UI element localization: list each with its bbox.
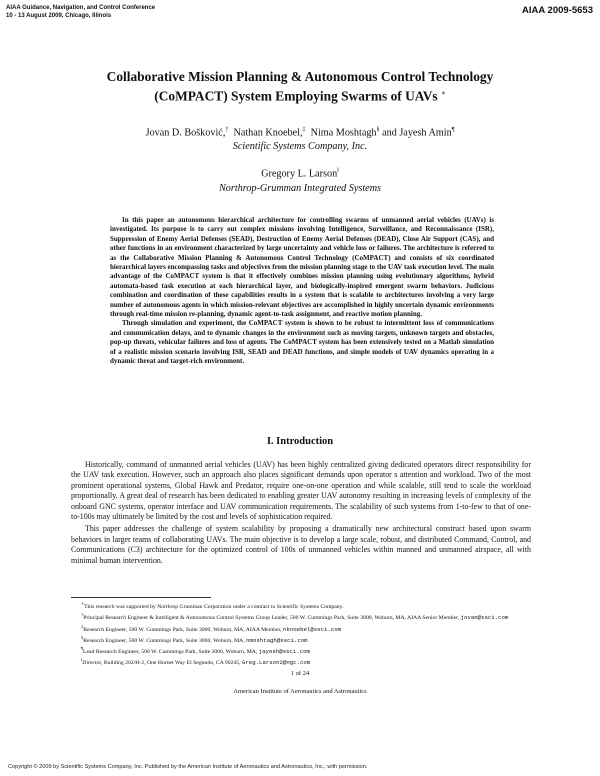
footnote-6: ‖Director, Building 202/H-2, One Hornet Way El Segundo, CA 90245, Greg.Larson2@ngc.com — [81, 657, 311, 667]
society-name: American Institute of Aeronautics and Astronautics — [233, 688, 367, 695]
author-5: Gregory L. Larson‖ — [261, 168, 339, 180]
email-link[interactable]: nknoebel@ssci.com — [283, 625, 342, 633]
page-number: 1 of 24 — [290, 670, 310, 677]
section-heading-introduction: I. Introduction — [266, 436, 334, 447]
conference-header — [6, 5, 155, 20]
author-block — [60, 123, 540, 196]
author-2: Nathan Knoebel, — [233, 127, 303, 139]
footnote-rule — [71, 597, 211, 598]
author-line-1: Jovan D. Bošković,† Nathan Knoebel,‡ Nima Moshtagh§ and Jayesh Amin¶ — [145, 127, 455, 139]
email-link[interactable]: nmoshtagh@ssci.com — [246, 636, 308, 644]
title-footnote-marker: ∗ — [440, 89, 446, 97]
author-1: Jovan D. Bošković, — [145, 127, 226, 139]
abstract — [110, 216, 494, 367]
copyright-notice: Copyright © 2009 by Scientific Systems Company, Inc. Published by the American Institute of Aeronautics and Astronautics, Inc., with permission. — [8, 764, 368, 770]
title-line-2: (CoMPACT) System Employing Swarms of UAVs ∗ — [154, 88, 446, 104]
paper-id: AIAA 2009-5653 — [522, 5, 593, 16]
intro-paragraph-1: Historically, command of unmanned aerial vehicles (UAV) has been highly centralized giving dedicated operators direct responsibility for the UAV task execution. However, such an approach also places significant demands upon operator s attention and workload. Two of the most prominent operational systems, Global Hawk and Predator, require one-on-one operation and while scalable, still tend to scale the workload proportionally. A great deal of research has been dedicated to enabling greater UAV autonomy resulting in increasing levels of complexity of the onboard GNC systems, operator interface and UAV communication requirements. The scalability of such systems from 1-to-few to that of one-to-100s may ultimately be limited by the cost and levels of sophistication required. — [71, 460, 531, 522]
email-link[interactable]: Greg.Larson2@ngc.com — [241, 659, 311, 667]
intro-paragraph-2: This paper addresses the challenge of system scalability by proposing a dramatically new architectural construct based upon swarm behaviors in larger teams of collaborating UAVs. The main objective is to develop a large scale, robust, and distributed Command, Control, and Communications (C3) architecture for the optimized control of 100s of unmanned vehicles within manned and unmanned airspace, all with minimal human intervention. — [71, 524, 531, 565]
conference-dates: 10 - 13 August 2009, Chicago, Illinois — [6, 12, 112, 19]
introduction-body — [71, 460, 531, 568]
abstract-paragraph-1: In this paper an autonomous hierarchical architecture for controlling swarms of unmanned aerial vehicles (UAVs) is investigated. Its purpose is to carry out complex missions involving Intelligence, Surveillance, and Reconnaissance (ISR), Suppression of Enemy Aerial Defenses (SEAD), Destruction of Enemy Aerial Defenses (DEAD), Close Air Support (CAS), and other functions in an environment characterized by large uncertainty and vehicle loss or failures. The architecture is referred to as the Collaborative Mission Planning & Autonomous Control Technology (CoMPACT) and consists of six coordinated hierarchical layers encompassing tasks and objectives from the mission planning stage to the UAV task execution level. The main advantage of the CoMPACT system is that it effectively combines mission planning using evolutionary algorithms, hybrid automata-based task execution at each hierarchical layer, and biologically-inspired emergent swarm behaviors. Judicious combination and coordination of these capabilities results in a system that is scalable to architectures involving a very large number of autonomous agents in which mission-relevant objectives are accomplished in highly uncertain dynamic environments through real-time mission re-planning, dynamic agent-to-task assignment, and reactive motion planning. — [110, 216, 494, 319]
footnote-5: ¶Lead Research Engineer, 500 W. Cummings Park, Suite 3000, Woburn, MA, jayesh@ssci.com — [81, 646, 310, 656]
affiliation-2: Northrop-Grumman Integrated Systems — [218, 182, 382, 194]
email-link[interactable]: jovan@ssci.com — [460, 614, 509, 622]
footnote-4: §Research Engineer, 500 W. Cummings Park, Suite 3000, Woburn, MA, nmoshtagh@ssci.com — [81, 634, 308, 644]
conference-name: AIAA Guidance, Navigation, and Control Conference — [6, 5, 156, 11]
author-4: Jayesh Amin — [399, 127, 452, 139]
footnotes — [71, 600, 533, 668]
footnote-1: ∗This research was supported by Northrop Grumman Corporation under a contract to Scientific Systems Company. — [81, 601, 344, 610]
author-3: Nima Moshtagh — [310, 127, 377, 139]
email-link[interactable]: jayesh@ssci.com — [258, 648, 310, 656]
footnote-2: †Principal Research Engineer & Intelligent & Autonomous Control Systems Group Leader, 500 W. Cummings Park, Suite 3000, Woburn, MA, AIAA Senior Member, jovan@ssci.com — [81, 612, 509, 622]
title-line-1: Collaborative Mission Planning & Autonomous Control Technology — [106, 69, 494, 84]
footnote-3: ‡Research Engineer, 500 W. Cummings Park, Suite 3000, Woburn, MA, AIAA Member, nknoebel@ssci.com — [81, 623, 342, 633]
affiliation-1: Scientific Systems Company, Inc. — [232, 141, 368, 153]
paper-title — [60, 68, 540, 104]
abstract-paragraph-2: Through simulation and experiment, the CoMPACT system is shown to be robust to intermittent loss of communications and communication delays, and to dynamic changes in the environment such as moving targets, unknown targets and obstacles, pop-up threats, vehicular failures and loss of agents. The CoMPACT system has been extensively tested on a Matlab simulation of a realistic mission scenario involving ISR, SEAD and DEAD functions, and simple models of UAV dynamics operating in a dynamic threat and target-rich environment. — [110, 319, 494, 366]
